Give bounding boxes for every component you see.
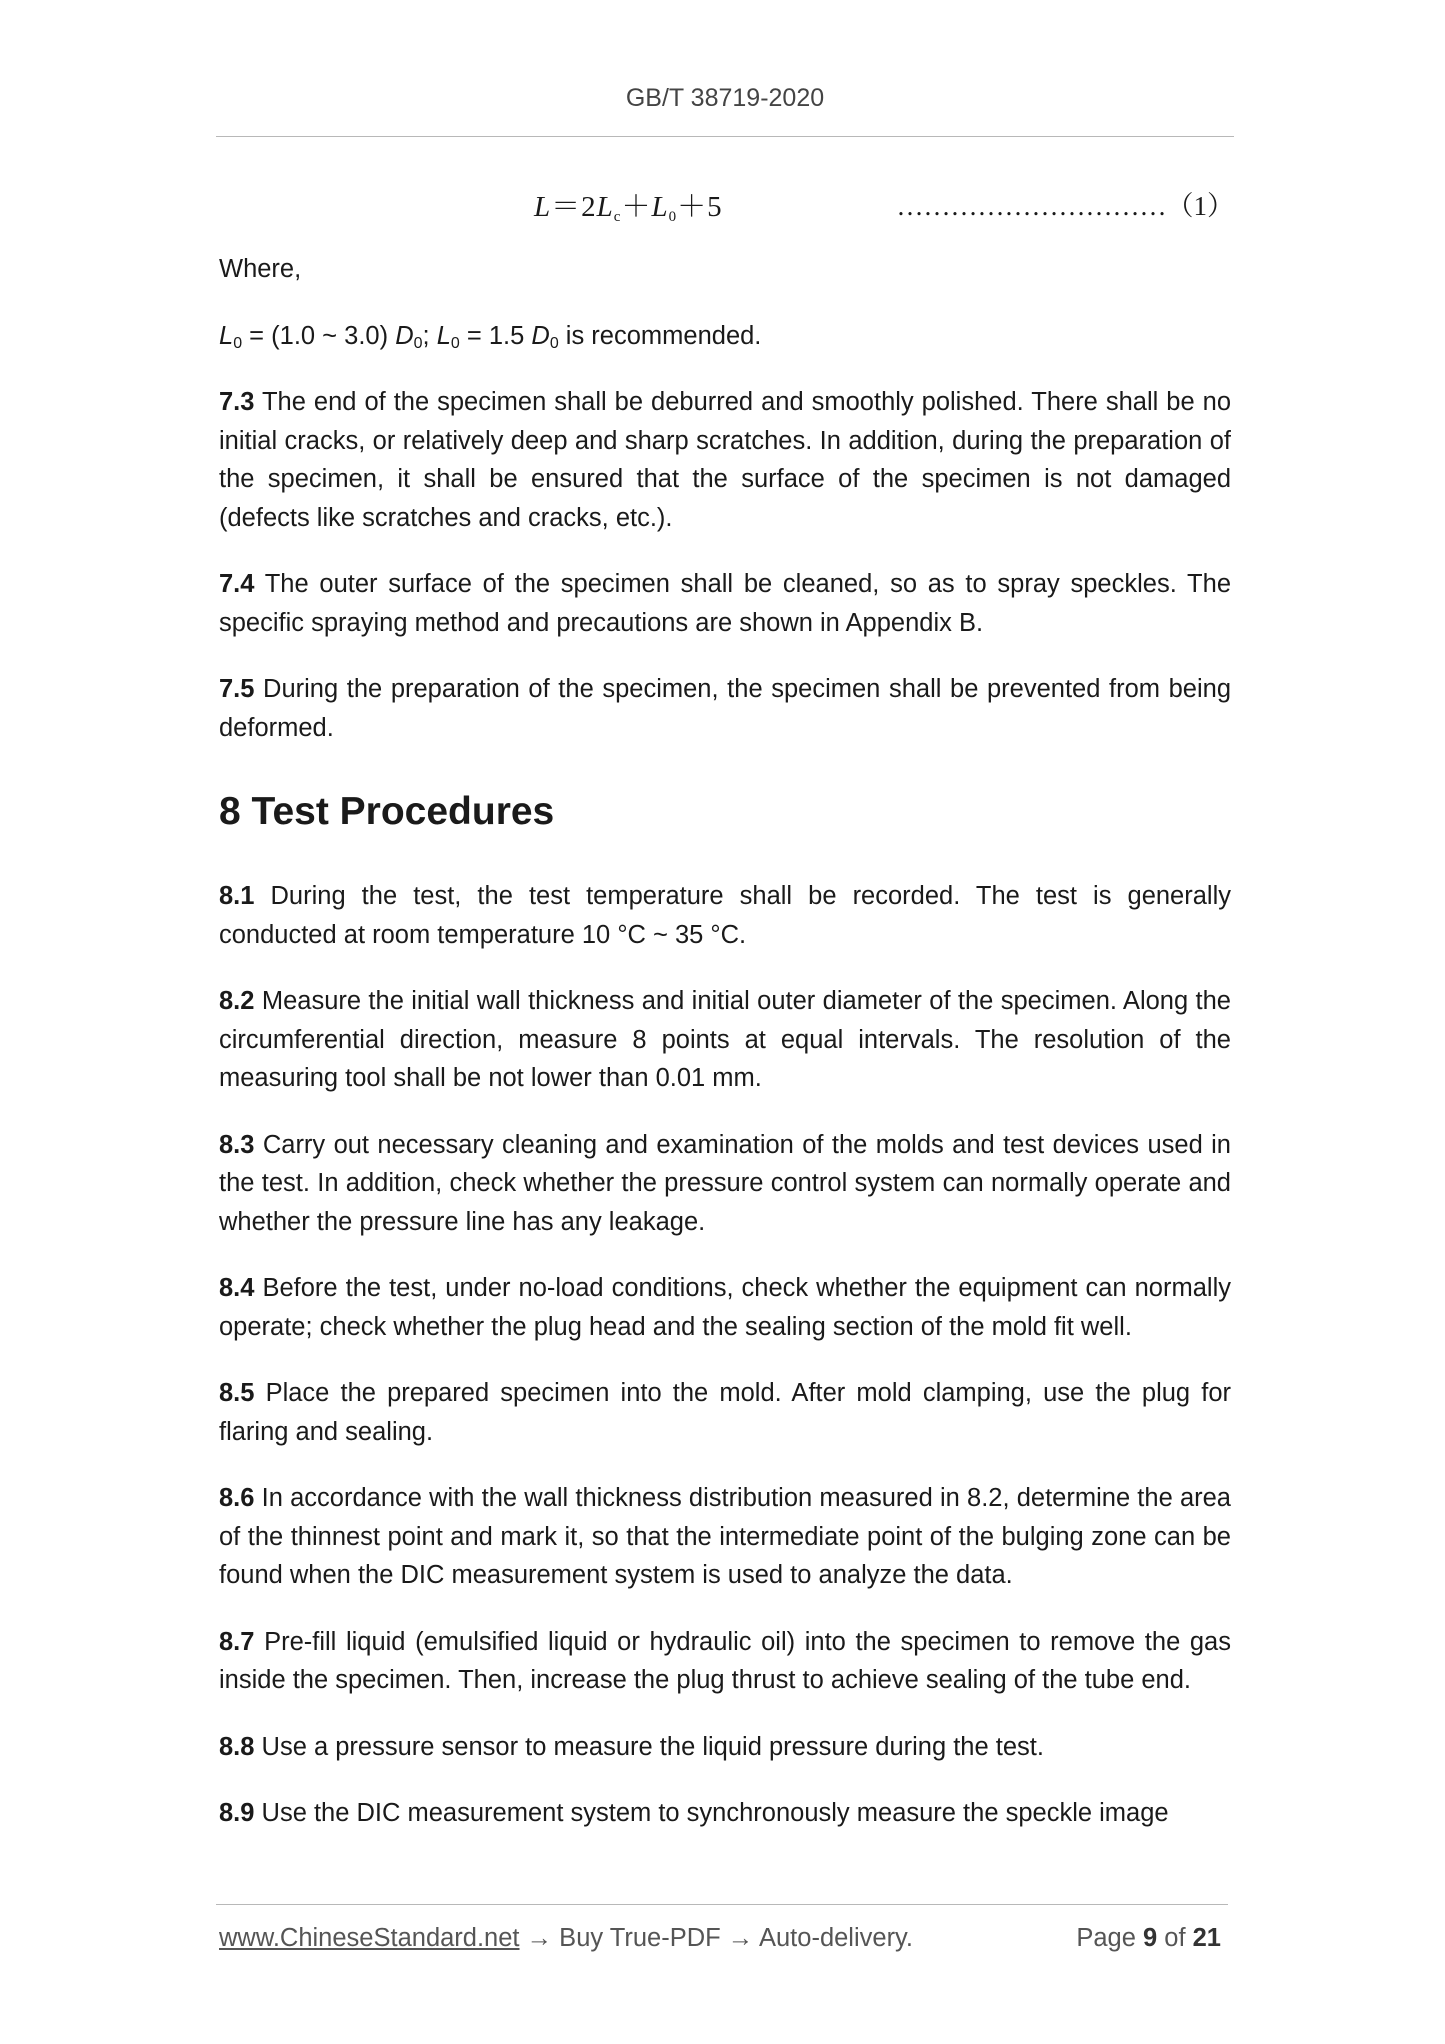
l0-separator: ; <box>422 321 437 350</box>
clause-8-9 <box>219 1794 1231 1833</box>
page-indicator <box>1076 1924 1221 1953</box>
clause-8-7 <box>219 1623 1231 1700</box>
clause-text: Carry out necessary cleaning and examination of the molds and test devices used in the test. In addition, check whether the pressure control system can normally operate and whether the pressure line has any leakage. <box>219 1130 1231 1236</box>
clause-number: 8.1 <box>219 882 255 910</box>
page-total: 21 <box>1192 1924 1221 1952</box>
eq-plus2: ＋5 <box>677 191 723 223</box>
eq-lhs: L <box>534 191 552 223</box>
footer-divider <box>216 1904 1228 1905</box>
eq-term1: L <box>596 191 614 223</box>
l0-range: = (1.0 ~ 3.0) <box>242 321 396 350</box>
l0-definition <box>219 317 1231 356</box>
eq-equals: ＝2 <box>551 191 597 223</box>
clause-8-4 <box>219 1269 1231 1346</box>
clause-number: 8.6 <box>219 1484 255 1512</box>
clause-text: Measure the initial wall thickness and initial outer diameter of the specimen. Along the circumferential direction, measure 8 points at equal intervals. The resolution of the measuring tool shall be not lower than 0.01 mm. <box>219 987 1231 1092</box>
clause-number: 7.4 <box>219 570 255 598</box>
d0-symbol-2: D <box>531 321 550 350</box>
website-link[interactable]: www.ChineseStandard.net <box>219 1924 520 1952</box>
clause-number: 8.3 <box>219 1130 255 1159</box>
clause-8-5 <box>219 1374 1231 1451</box>
clause-text: Use a pressure sensor to measure the liquid pressure during the test. <box>254 1732 1044 1761</box>
l0-recommended-text: is recommended. <box>558 321 762 350</box>
l0-symbol: L <box>219 321 234 350</box>
clause-number: 8.7 <box>219 1627 255 1656</box>
page-header: GB/T 38719-2020 <box>625 84 825 112</box>
of-label: of <box>1157 1924 1193 1952</box>
page-label: Page <box>1076 1924 1143 1952</box>
l0-sub: 0 <box>233 334 243 352</box>
section-heading: 8 Test Procedures <box>219 790 555 833</box>
clause-text: Pre-fill liquid (emulsified liquid or hydraulic oil) into the specimen to remove the gas inside the specimen. Then, increase the plug thrust to achieve sealing of the tube end. <box>219 1627 1231 1694</box>
clause-number: 7.5 <box>219 675 255 703</box>
clause-text: In accordance with the wall thickness distribution measured in 8.2, determine the area of the thinnest point and mark it, so that the intermediate point of the bulging zone can be found when the DIC measurement system is used to analyze the data. <box>219 1484 1231 1589</box>
clause-text: During the test, the test temperature shall be recorded. The test is generally conducted at room temperature 10 °C ~ 35 °C. <box>219 882 1231 949</box>
where-label: Where, <box>219 255 302 283</box>
page-number: 9 <box>1143 1924 1158 1952</box>
eq-term2: L <box>651 191 669 223</box>
eq-term1-sub: c <box>613 209 622 225</box>
clause-text: Place the prepared specimen into the mold. After mold clamping, use the plug for flaring and sealing. <box>219 1379 1231 1446</box>
clause-8-1 <box>219 877 1231 954</box>
clause-8-2 <box>219 982 1231 1098</box>
clause-number: 8.9 <box>219 1799 255 1827</box>
clause-text: Use the DIC measurement system to synchronously measure the speckle image <box>254 1799 1169 1827</box>
equation-number: …………………………（1） <box>896 191 1234 221</box>
clause-8-3 <box>219 1126 1231 1242</box>
clause-text: The end of the specimen shall be deburred and smoothly polished. There shall be no initial cracks, or relatively deep and sharp scratches. In addition, during the preparation of the specimen, it shall be ensured that the surface of the specimen is not damaged (defects like scratches and cracks, etc.). <box>219 388 1231 532</box>
clause-number: 8.8 <box>219 1732 255 1761</box>
clause-text: Before the test, under no-load conditions, check whether the equipment can normally operate; check whether the plug head and the sealing section of the mold fit well. <box>219 1274 1231 1341</box>
page-footer <box>219 1924 1231 1953</box>
l0-symbol-2: L <box>436 321 451 350</box>
d0-sub: 0 <box>413 334 423 352</box>
clause-text: The outer surface of the specimen shall be cleaned, so as to spray speckles. The specific spraying method and precautions are shown in Appendix B. <box>219 570 1231 637</box>
equation-row <box>216 184 1234 224</box>
clause-number: 8.5 <box>219 1379 255 1407</box>
clause-8-6 <box>219 1479 1231 1595</box>
clause-7-5 <box>219 670 1231 747</box>
clause-number: 7.3 <box>219 388 255 416</box>
clause-text: During the preparation of the specimen, the specimen shall be prevented from being deformed. <box>219 675 1231 742</box>
clause-number: 8.4 <box>219 1274 255 1302</box>
l0-recommended-value: = 1.5 <box>459 321 532 350</box>
l0-sub-2: 0 <box>450 334 460 352</box>
equation <box>534 184 723 226</box>
clause-8-8 <box>219 1728 1231 1767</box>
eq-term2-sub: 0 <box>668 209 678 225</box>
eq-plus1: ＋ <box>621 191 652 223</box>
d0-symbol: D <box>395 321 414 350</box>
clause-7-3 <box>219 383 1231 537</box>
clause-7-4 <box>219 565 1231 642</box>
clause-number: 8.2 <box>219 987 255 1015</box>
main-content <box>219 250 1231 1861</box>
footer-tagline: → Buy True-PDF → Auto-delivery. <box>519 1924 913 1952</box>
header-divider <box>216 136 1234 137</box>
d0-sub-2: 0 <box>549 334 559 352</box>
